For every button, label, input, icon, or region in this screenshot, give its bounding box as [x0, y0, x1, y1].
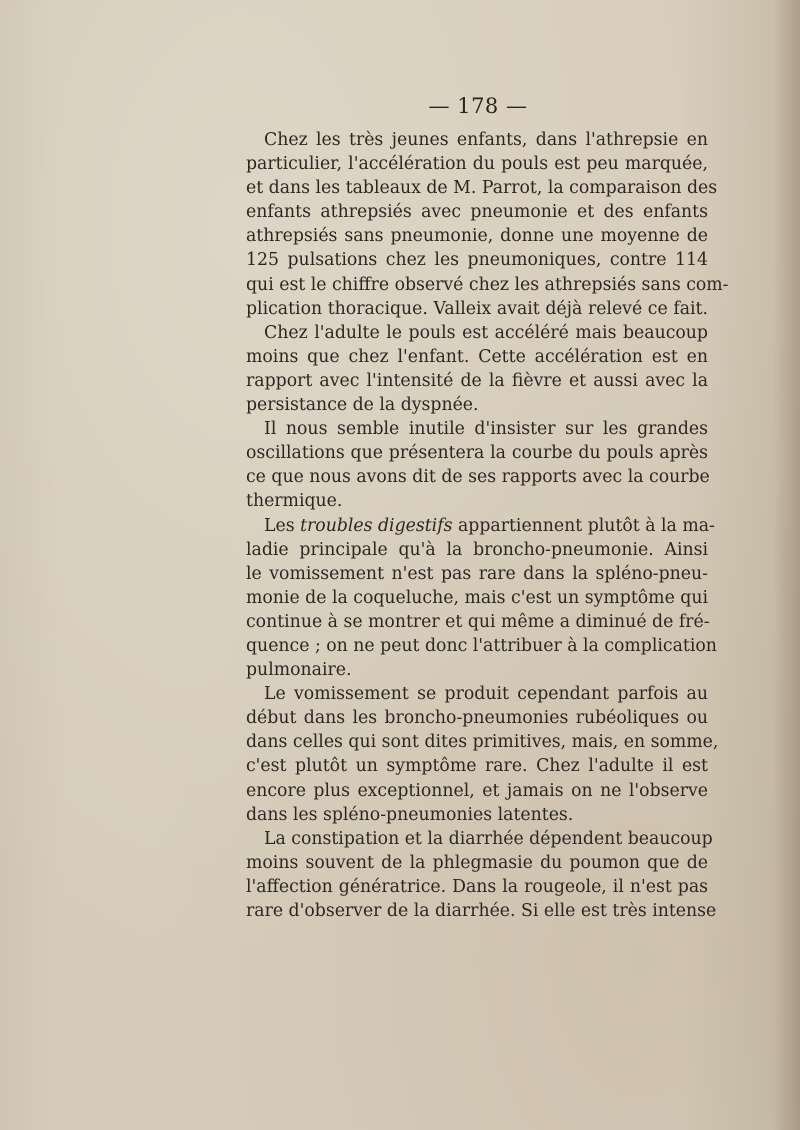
text-line: Chez l'adulte le pouls est accéléré mais beaucoup — [264, 322, 708, 343]
text-line: enfants athrepsiés avec pneumonie et des enfants — [246, 202, 708, 223]
text-line: La constipation et la diarrhée dépendent beaucoup — [264, 828, 713, 849]
text-line: moins que chez l'enfant. Cette accélération est en — [246, 346, 708, 367]
text-line: quence ; on ne peut donc l'attribuer à la complication — [246, 635, 717, 656]
text-line: le vomissement n'est pas rare dans la spléno-pneu- — [246, 563, 708, 584]
text-fragment: appartiennent plutôt à la ma- — [452, 515, 715, 536]
text-line: dans les spléno-pneumonies latentes. — [246, 804, 574, 825]
text-line: monie de la coqueluche, mais c'est un symptôme qui — [246, 587, 709, 608]
text-line: c'est plutôt un symptôme rare. Chez l'adulte il est — [246, 756, 708, 777]
text-line: moins souvent de la phlegmasie du poumon que de — [246, 852, 708, 873]
text-line: et dans les tableaux de M. Parrot, la comparaison des — [246, 178, 718, 199]
text-line: encore plus exceptionnel, et jamais on ne l'observe — [246, 780, 708, 801]
text-line: continue à se montrer et qui même a diminué de fré- — [246, 611, 710, 632]
italic-term: troubles digestifs — [300, 515, 453, 536]
text-line: pulmonaire. — [246, 660, 352, 681]
text-line: persistance de la dyspnée. — [246, 395, 479, 416]
text-line: ce que nous avons dit de ses rapports avec la courbe — [246, 467, 710, 488]
text-line: 125 pulsations chez les pneumoniques, contre 114 — [246, 250, 708, 271]
text-line-mixed — [246, 514, 715, 538]
text-line: Le vomissement se produit cependant parfois au — [264, 684, 708, 705]
page-edge-shadow — [772, 0, 800, 1130]
text-line: particulier, l'accélération du pouls est peu marquée, — [246, 154, 708, 175]
text-line: ladie principale qu'à la broncho-pneumonie. Ainsi — [246, 539, 708, 560]
text-fragment: Les — [264, 515, 301, 536]
text-line: Il nous semble inutile d'insister sur les grandes — [264, 419, 708, 440]
text-line: oscillations que présentera la courbe du pouls après — [246, 443, 708, 464]
text-line: dans celles qui sont dites primitives, mais, en somme, — [246, 732, 719, 753]
text-line: qui est le chiffre observé chez les athrepsiés sans com- — [246, 274, 729, 295]
text-line: l'affection génératrice. Dans la rougeole, il n'est pas — [246, 876, 708, 897]
text-line: début dans les broncho-pneumonies rubéoliques ou — [246, 708, 708, 729]
page-number: — 178 — — [428, 94, 528, 118]
body-text — [246, 128, 729, 923]
text-line: rare d'observer de la diarrhée. Si elle est très intense — [246, 901, 717, 921]
text-line: thermique. — [246, 491, 343, 512]
text-line: Chez les très jeunes enfants, dans l'athrepsie en — [264, 130, 708, 150]
text-line: plication thoracique. Valleix avait déjà relevé ce fait. — [246, 298, 708, 319]
text-line: rapport avec l'intensité de la fièvre et aussi avec la — [246, 370, 708, 391]
text-line: athrepsiés sans pneumonie, donne une moyenne de — [246, 226, 708, 247]
